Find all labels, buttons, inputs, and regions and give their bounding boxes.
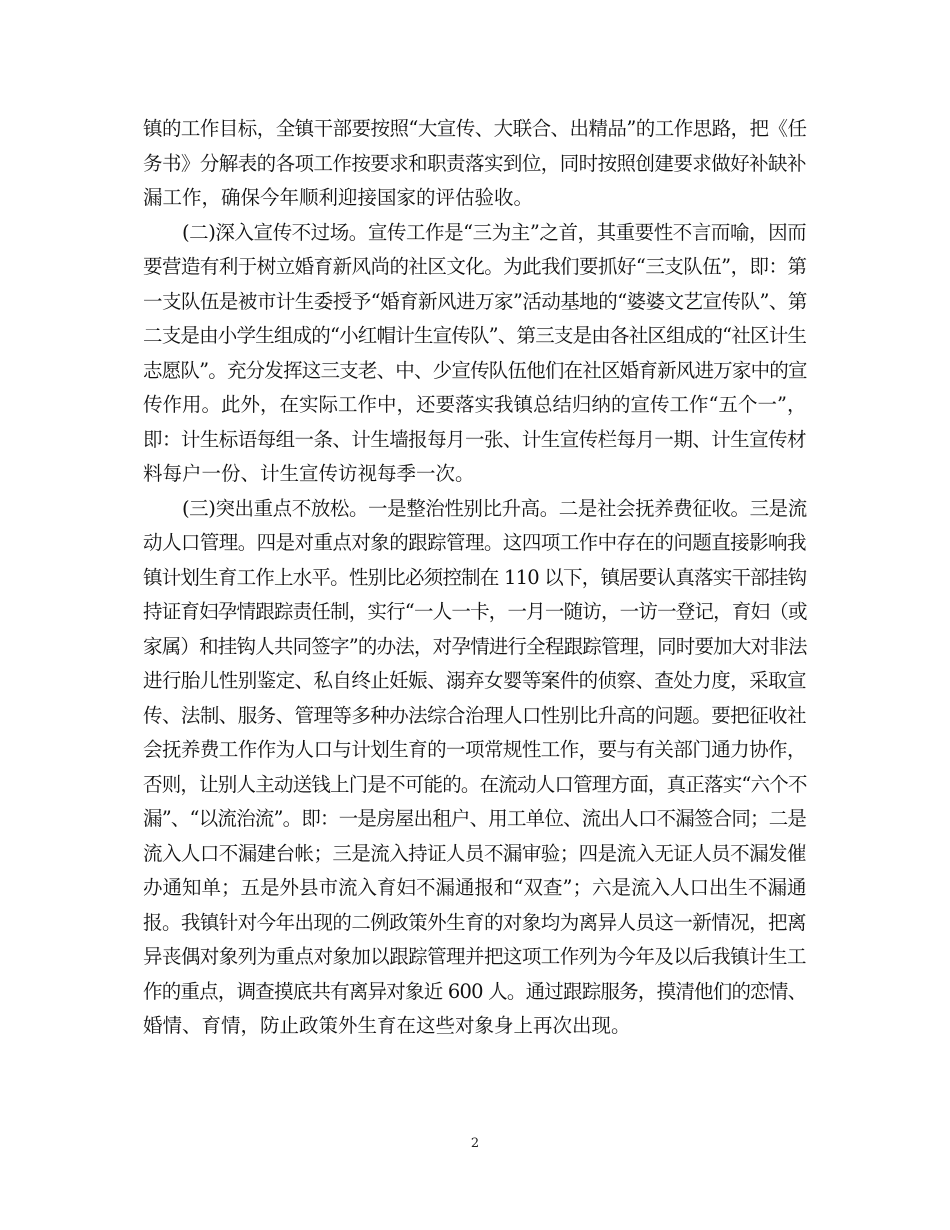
text-line: (二)深入宣传不过场。宣传工作是“三为主”之首，其重要性不言而喻，因而 xyxy=(182,220,807,244)
text-line: 料每户一份、计生宣传访视每季一次。 xyxy=(143,462,475,485)
text-line: 一支队伍是被市计生委授予“婚育新风进万家”活动基地的“婆婆文艺宣传队”、第 xyxy=(143,289,807,313)
text-line: 婚情、育情，防止政策外生育在这些对象身上再次出现。 xyxy=(143,1014,631,1037)
text-line: 传作用。此外，在实际工作中，还要落实我镇总结归纳的宣传工作“五个一”， xyxy=(143,393,807,416)
paragraph xyxy=(143,112,807,216)
text-line: 漏工作，确保今年顺利迎接国家的评估验收。 xyxy=(143,186,534,209)
text-line: 会抚养费工作作为人口与计划生育的一项常规性工作，要与有关部门通力协作， xyxy=(143,738,806,761)
text-line: 报。我镇针对今年出现的二例政策外生育的对象均为离异人员这一新情况，把离 xyxy=(143,910,806,934)
document-body xyxy=(143,112,807,1044)
page-number: 2 xyxy=(470,1136,480,1151)
text-line: 家属）和挂钩人共同签字”的办法，对孕情进行全程跟踪管理，同时要加大对非法 xyxy=(143,634,807,658)
text-line: (三)突出重点不放松。一是整治性别比升高。二是社会抚养费征收。三是流 xyxy=(182,496,807,520)
text-line: 否则，让别人主动送钱上门是不可能的。在流动人口管理方面，真正落实“六个不 xyxy=(143,772,807,796)
text-line: 动人口管理。四是对重点对象的跟踪管理。这四项工作中存在的问题直接影响我 xyxy=(143,531,806,554)
text-line: 作的重点，调查摸底共有离异对象近 600 人。通过跟踪服务，摸清他们的恋情、 xyxy=(143,979,807,1003)
text-line: 异丧偶对象列为重点对象加以跟踪管理并把这项工作列为今年及以后我镇计生工 xyxy=(143,945,806,968)
text-line: 流入人口不漏建台帐；三是流入持证人员不漏审验；四是流入无证人员不漏发催 xyxy=(143,841,806,865)
text-line: 务书》分解表的各项工作按要求和职责落实到位，同时按照创建要求做好补缺补 xyxy=(143,151,806,175)
text-line: 二支是由小学生组成的“小红帽计生宣传队”、第三支是由各社区组成的“社区计生 xyxy=(143,324,807,347)
text-line: 即：计生标语每组一条、计生墙报每月一张、计生宣传栏每月一期、计生宣传材 xyxy=(143,427,806,451)
text-line: 志愿队”。充分发挥这三支老、中、少宣传队伍他们在社区婚育新风进万家中的宣 xyxy=(143,358,807,382)
text-line: 进行胎儿性别鉴定、私自终止妊娠、溺弃女婴等案件的侦察、查处力度，采取宣 xyxy=(143,669,806,692)
paragraph xyxy=(143,492,807,1044)
text-line: 镇的工作目标，全镇干部要按照“大宣传、大联合、出精品”的工作思路，把《任 xyxy=(143,117,807,140)
text-line: 漏”、“以流治流”。即：一是房屋出租户、用工单位、流出人口不漏签合同；二是 xyxy=(143,807,807,830)
text-line: 办通知单；五是外县市流入育妇不漏通报和“双查”；六是流入人口出生不漏通 xyxy=(143,876,807,899)
paragraph xyxy=(143,216,807,492)
text-line: 传、法制、服务、管理等多种办法综合治理人口性别比升高的问题。要把征收社 xyxy=(143,703,806,727)
text-line: 持证育妇孕情跟踪责任制，实行“一人一卡，一月一随访，一访一登记，育妇（或 xyxy=(143,600,807,623)
text-line: 镇计划生育工作上水平。性别比必须控制在 110 以下，镇居要认真落实干部挂钩 xyxy=(143,565,807,589)
text-line: 要营造有利于树立婚育新风尚的社区文化。为此我们要抓好“三支队伍”，即：第 xyxy=(143,255,807,278)
